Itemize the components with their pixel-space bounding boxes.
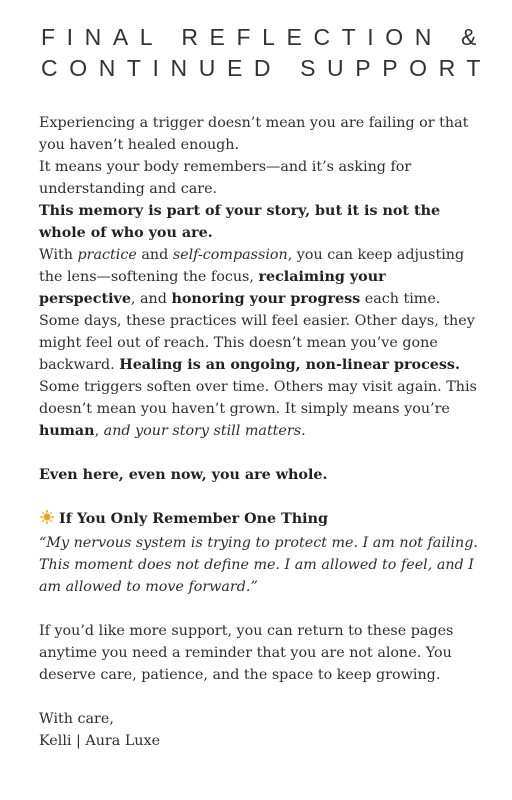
bold-run: Healing is an ongoing, non-linear process. [119, 357, 460, 373]
text-run: , you can keep adjusting the lens—softening the focus, [39, 247, 465, 285]
sun-icon [39, 509, 55, 532]
para1-line1: Experiencing a trigger doesn’t mean you are failing or that you haven’t healed enough. [39, 115, 469, 153]
spacer [39, 442, 479, 464]
bold-run: honoring your progress [171, 291, 361, 307]
signoff-line-2: Kelli | Aura Luxe [39, 733, 161, 749]
italic-run: and your story still matters. [103, 423, 306, 439]
remember-heading [39, 508, 479, 532]
title-line-2: CONTINUED SUPPORT [41, 55, 493, 81]
remember-quote [39, 532, 479, 598]
para1-line2: It means your body remembers—and it’s asking for understanding and care. [39, 159, 412, 197]
signoff-line-1: With care, [39, 711, 114, 727]
italic-run: practice [77, 247, 137, 263]
text-run: each time. Some days, these practices will feel easier. Other days, they might feel out of reach. This doesn’t mean you’ve gone backward. [39, 291, 475, 373]
para2 [39, 244, 479, 442]
quote-text: “My nervous system is trying to protect me. I am not failing. This moment does not define me. I am allowed to feel, and I am allowed to move forward.” [39, 535, 478, 595]
para1-bold [39, 200, 479, 244]
page-title [41, 22, 493, 84]
spacer [39, 686, 479, 708]
text-run: Some triggers soften over time. Others may visit again. This doesn’t mean you haven’t grown. It simply means you’re [39, 379, 477, 417]
spacer [39, 598, 479, 620]
whole-text: Even here, even now, you are whole. [39, 467, 328, 483]
body-text [39, 112, 479, 752]
spacer [39, 486, 479, 508]
text-run: , [94, 423, 104, 439]
bold-run: human [39, 423, 95, 439]
italic-run: self-compassion [172, 247, 288, 263]
memory-statement: This memory is part of your story, but it is not the whole of who you are. [39, 203, 441, 241]
text-run: and [136, 247, 173, 263]
text-run: With [39, 247, 78, 263]
remember-heading-text: If You Only Remember One Thing [59, 511, 328, 527]
bold-run: reclaiming your perspective [39, 269, 386, 307]
support-paragraph: If you’d like more support, you can return to these pages anytime you need a reminder that you are not alone. You deserve care, patience, and the space to keep growing. [39, 623, 454, 683]
title-line-1: FINAL REFLECTION & [41, 24, 488, 50]
text-run: , and [130, 291, 172, 307]
whole-statement [39, 464, 479, 486]
